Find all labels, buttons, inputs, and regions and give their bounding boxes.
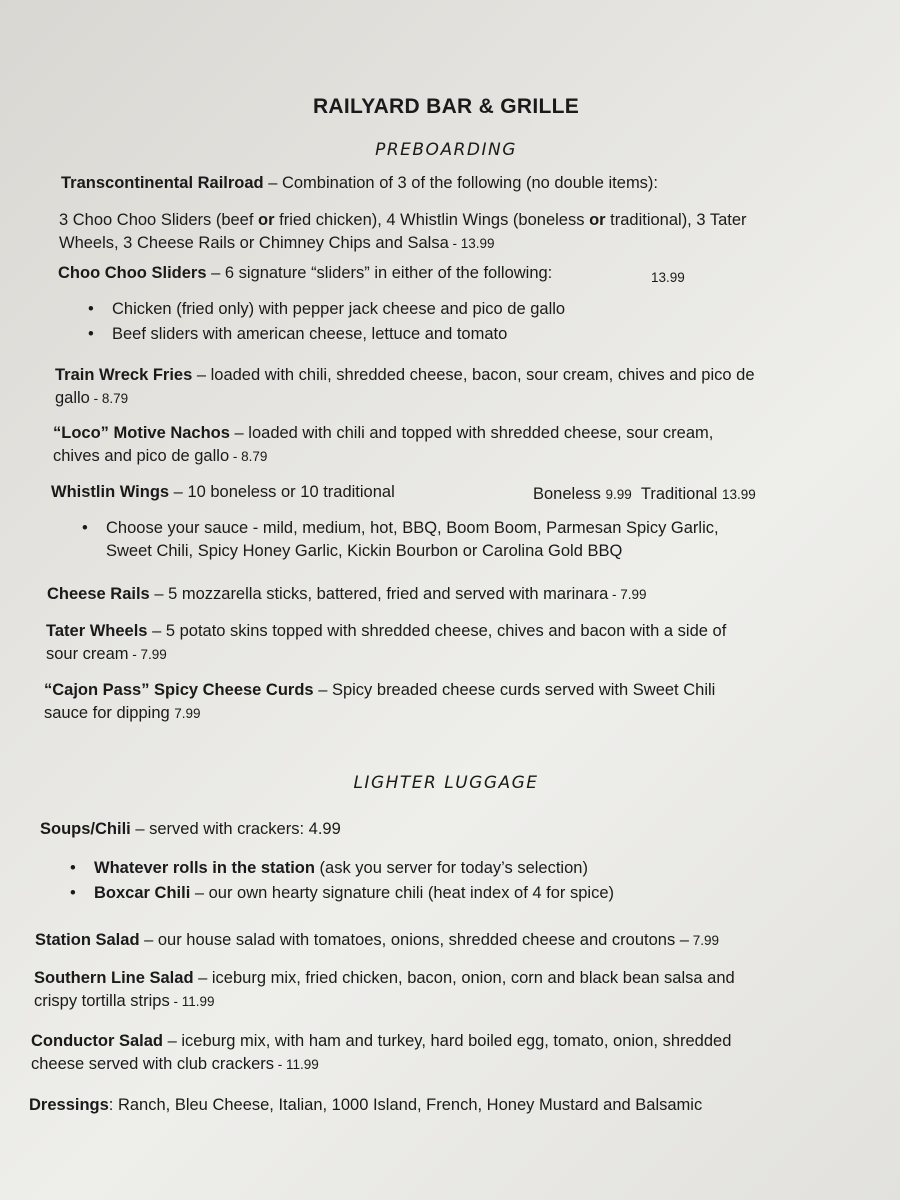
menu-item-transcontinental [61, 172, 658, 195]
soups-list [64, 857, 614, 905]
price-label: Traditional [640, 485, 722, 503]
item-price: 7.99 [174, 706, 201, 721]
section-lighter-luggage: LIGHTER LUGGAGE [353, 773, 539, 793]
item-price: 7.99 [688, 933, 720, 948]
item-desc: crispy tortilla strips [34, 992, 170, 1010]
menu-item-sliders [58, 262, 552, 285]
item-name: “Loco” Motive Nachos [53, 424, 230, 442]
menu-item-conductor-salad [31, 1030, 881, 1076]
item-desc: sauce for dipping [44, 704, 175, 722]
item-desc: gallo [55, 389, 90, 407]
menu-item-dressings [29, 1094, 702, 1117]
sliders-list [82, 298, 565, 346]
menu-item-curds [44, 679, 864, 725]
item-name: Choo Choo Sliders [58, 264, 207, 282]
option-text: 3 Choo Choo Sliders (beef [59, 211, 259, 229]
item-desc: chives and pico de gallo [53, 447, 230, 465]
item-desc: – served with crackers: 4.99 [130, 820, 341, 838]
list-item [64, 882, 614, 905]
item-desc: – 5 potato skins topped with shredded cheese, chives and bacon with a side of [147, 622, 727, 640]
item-name: Train Wreck Fries [55, 366, 193, 384]
list-item: • Beef sliders with american cheese, lettuce and tomato [82, 323, 565, 346]
section-preboarding: PREBOARDING [375, 140, 517, 160]
menu-item-wings [51, 481, 395, 504]
item-desc: – iceburg mix, with ham and turkey, hard boiled egg, tomato, onion, shredded [163, 1032, 732, 1050]
item-name: Tater Wheels [46, 622, 148, 640]
wings-sauce-list [76, 517, 876, 563]
option-text: traditional), 3 Tater [605, 211, 747, 229]
item-desc: – 5 mozzarella sticks, battered, fried and served with marinara [149, 585, 609, 603]
item-desc: – Spicy breaded cheese curds served with Sweet Chili [313, 681, 716, 699]
list-item [76, 517, 876, 563]
item-name: Whistlin Wings [51, 483, 170, 501]
item-name: Dressings [29, 1096, 109, 1114]
item-desc: – iceburg mix, fried chicken, bacon, onion, corn and black bean salsa and [193, 969, 735, 987]
transcontinental-options [59, 209, 859, 255]
list-item: • Chicken (fried only) with pepper jack cheese and pico de gallo [82, 298, 565, 321]
item-name: Conductor Salad [31, 1032, 164, 1050]
item-desc: – our house salad with tomatoes, onions, shredded cheese and croutons – [139, 931, 689, 949]
item-name: Station Salad [35, 931, 140, 949]
item-price: - 7.99 [128, 647, 167, 662]
or-word: or [258, 211, 275, 229]
list-item [64, 857, 614, 880]
item-price: 13.99 [651, 270, 685, 285]
option-text: Wheels, 3 Cheese Rails or Chimney Chips and Salsa [59, 234, 449, 252]
item-price: 13.99 [721, 487, 756, 502]
item-desc: – 6 signature “sliders” in either of the following: [206, 264, 553, 282]
menu-item-nachos [53, 422, 873, 468]
item-name: “Cajon Pass” Spicy Cheese Curds [44, 681, 314, 699]
menu-item-southern-salad [34, 967, 874, 1013]
wings-prices [533, 483, 756, 506]
or-word: or [589, 211, 606, 229]
item-desc: – loaded with chili and topped with shredded cheese, sour cream, [229, 424, 714, 442]
item-desc: – our own hearty signature chili (heat index of 4 for spice) [190, 884, 615, 902]
item-price: - 8.79 [89, 391, 129, 406]
item-price: - 7.99 [608, 587, 647, 602]
item-desc: – 10 boneless or 10 traditional [169, 483, 395, 501]
item-name: Whatever rolls in the station [94, 859, 315, 877]
item-desc: sour cream [46, 645, 129, 663]
item-desc: – loaded with chili, shredded cheese, bacon, sour cream, chives and pico de [192, 366, 755, 384]
menu-item-trainwreck [55, 364, 875, 410]
item-name: Boxcar Chili [94, 884, 191, 902]
option-text: fried chicken), 4 Whistlin Wings (boneless [274, 211, 590, 229]
item-desc: – Combination of 3 of the following (no double items): [263, 174, 659, 192]
sauce-text: Sweet Chili, Spicy Honey Garlic, Kickin Bourbon or Carolina Gold BBQ [106, 542, 623, 560]
sauce-text: Choose your sauce - mild, medium, hot, BBQ, Boom Boom, Parmesan Spicy Garlic, [106, 519, 719, 537]
restaurant-title: RAILYARD BAR & GRILLE [312, 95, 580, 118]
item-price: - 11.99 [169, 994, 215, 1009]
menu-item-cheeserails [47, 583, 647, 606]
menu-item-taterwheels [46, 620, 866, 666]
item-name: Cheese Rails [47, 585, 150, 603]
item-name: Southern Line Salad [34, 969, 194, 987]
menu-item-station-salad [35, 929, 719, 952]
item-price: 9.99 [605, 487, 632, 502]
item-price: - 8.79 [229, 449, 268, 464]
item-price: - 11.99 [274, 1057, 319, 1072]
price-label: Boneless [533, 485, 606, 503]
menu-item-soups [40, 818, 341, 841]
item-name: Soups/Chili [40, 820, 131, 838]
item-desc: (ask you server for today’s selection) [314, 859, 588, 877]
item-desc: cheese served with club crackers [31, 1055, 275, 1073]
item-name: Transcontinental Railroad [61, 174, 264, 192]
item-price: - 13.99 [448, 236, 495, 251]
item-desc: : Ranch, Bleu Cheese, Italian, 1000 Island, French, Honey Mustard and Balsamic [108, 1096, 703, 1114]
